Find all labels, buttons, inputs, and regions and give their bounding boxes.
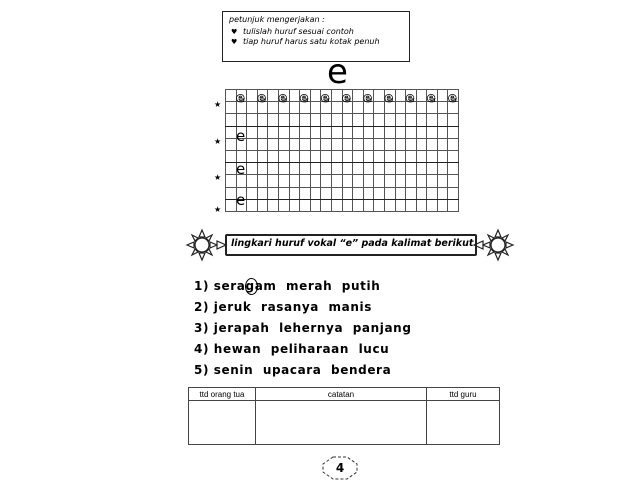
tracing-letter: e [448,91,457,106]
grid-cell[interactable] [321,150,332,162]
grid-cell[interactable] [353,114,364,126]
grid-cell[interactable] [353,90,364,102]
heart-bullet-icon: ♥ [231,27,238,36]
grid-cell[interactable] [427,150,438,162]
grid-cell[interactable] [300,150,311,162]
grid-cell[interactable] [342,187,353,199]
grid-cell[interactable] [342,199,353,211]
grid-cell[interactable] [416,163,427,175]
grid-cell[interactable] [321,126,332,138]
grid-cell[interactable] [437,138,448,150]
grid-cell[interactable] [416,199,427,211]
grid-cell[interactable] [406,138,417,150]
grid-cell[interactable] [342,126,353,138]
grid-cell[interactable] [374,138,385,150]
grid-cell[interactable] [353,138,364,150]
grid-cell[interactable] [331,138,342,150]
grid-cell[interactable] [437,163,448,175]
instruction-text: tiap huruf harus satu kotak penuh [243,37,380,46]
grid-cell[interactable] [300,114,311,126]
grid-cell[interactable] [257,163,268,175]
heart-bullet-icon: ♥ [231,38,238,46]
grid-cell[interactable] [437,150,448,162]
grid-cell[interactable] [321,138,332,150]
grid-cell[interactable] [374,163,385,175]
grid-cell[interactable] [310,138,321,150]
sentence-2[interactable]: 2) jeruk rasanya manis [194,300,372,314]
example-letter: e [327,52,348,92]
circled-vowel-mark [245,278,258,295]
grid-cell[interactable] [321,114,332,126]
grid-cell[interactable] [384,199,395,211]
grid-cell[interactable] [331,90,342,102]
header-teacher-signature: ttd guru [427,388,500,401]
grid-cell[interactable] [236,114,247,126]
grid-cell[interactable] [374,102,385,114]
grid-cell[interactable] [395,175,406,187]
grid-cell[interactable] [353,187,364,199]
grid-cell[interactable] [448,187,459,199]
sentence-4[interactable]: 4) hewan peliharaan lucu [194,342,390,356]
grid-cell[interactable] [342,138,353,150]
grid-cell[interactable] [374,187,385,199]
grid-cell[interactable] [268,126,279,138]
grid-cell[interactable] [310,102,321,114]
grid-cell[interactable] [406,199,417,211]
grid-cell[interactable] [257,187,268,199]
grid-cell[interactable] [289,102,300,114]
grid-cell[interactable] [300,163,311,175]
example-grid-letter: e [236,159,246,178]
grid-table[interactable] [225,89,459,212]
example-grid-letter: e [236,191,246,210]
grid-cell[interactable] [363,114,374,126]
grid-cell[interactable] [353,175,364,187]
grid-cell[interactable] [427,138,438,150]
grid-cell[interactable] [427,199,438,211]
tracing-letter: e [236,91,245,106]
grid-cell[interactable] [247,138,258,150]
sentence-list [194,276,412,381]
grid-cell[interactable] [247,187,258,199]
grid-cell[interactable] [448,150,459,162]
grid-cell[interactable] [416,102,427,114]
grid-cell[interactable] [437,90,448,102]
signature-header-row [189,388,500,401]
grid-cell[interactable] [374,150,385,162]
tracing-letter: e [299,91,309,106]
grid-cell[interactable] [416,150,427,162]
grid-cell[interactable] [406,150,417,162]
grid-cell[interactable] [300,187,311,199]
grid-cell[interactable] [416,187,427,199]
grid-cell[interactable] [353,163,364,175]
grid-cell[interactable] [289,90,300,102]
grid-cell[interactable] [416,175,427,187]
grid-cell[interactable] [395,138,406,150]
grid-cell[interactable] [289,126,300,138]
sentence-3[interactable]: 3) jerapah lehernya panjang [194,321,412,335]
grid-cell[interactable] [268,163,279,175]
grid-cell[interactable] [268,114,279,126]
grid-cell[interactable] [247,199,258,211]
task-banner [180,228,520,262]
star-marker-icon: ★ [214,136,222,146]
grid-cell[interactable] [226,150,237,162]
grid-row [226,126,459,138]
grid-cell[interactable] [257,150,268,162]
grid-cell[interactable] [437,199,448,211]
grid-cell[interactable] [247,175,258,187]
grid-cell[interactable] [226,90,237,102]
grid-cell[interactable] [342,163,353,175]
grid-cell[interactable] [289,175,300,187]
grid-cell[interactable] [353,102,364,114]
tracing-letter: e [320,91,330,106]
grid-cell[interactable] [247,90,258,102]
instruction-box [222,11,410,62]
grid-cell[interactable] [363,138,374,150]
grid-cell[interactable] [289,150,300,162]
grid-cell[interactable] [331,199,342,211]
parent-signature-cell[interactable] [189,401,256,445]
grid-cell[interactable] [289,138,300,150]
grid-cell[interactable] [384,138,395,150]
grid-cell[interactable] [384,114,395,126]
grid-cell[interactable] [331,114,342,126]
grid-cell[interactable] [278,175,289,187]
grid-cell[interactable] [310,150,321,162]
sentence-5[interactable]: 5) senin upacara bendera [194,363,392,377]
grid-cell[interactable] [247,150,258,162]
grid-cell[interactable] [448,138,459,150]
grid-cell[interactable] [384,126,395,138]
signature-table [188,387,500,445]
grid-cell[interactable] [300,126,311,138]
grid-cell[interactable] [268,199,279,211]
grid-cell[interactable] [363,187,374,199]
grid-cell[interactable] [437,102,448,114]
grid-cell[interactable] [300,199,311,211]
grid-cell[interactable] [310,199,321,211]
instruction-item [229,37,403,48]
grid-cell[interactable] [448,163,459,175]
signature-body-row [189,401,500,445]
grid-cell[interactable] [384,175,395,187]
grid-cell[interactable] [310,90,321,102]
grid-cell[interactable] [416,114,427,126]
instruction-text: tulislah huruf sesuai contoh [243,26,354,36]
grid-cell[interactable] [278,150,289,162]
grid-cell[interactable] [268,175,279,187]
grid-cell[interactable] [310,175,321,187]
grid-cell[interactable] [395,163,406,175]
tracing-letter: e [405,91,415,106]
grid-cell[interactable] [226,187,237,199]
grid-cell[interactable] [395,90,406,102]
grid-cell[interactable] [374,90,385,102]
grid-cell[interactable] [289,163,300,175]
grid-cell[interactable] [353,199,364,211]
grid-cell[interactable] [331,126,342,138]
grid-cell[interactable] [395,114,406,126]
grid-cell[interactable] [278,138,289,150]
grid-cell[interactable] [427,126,438,138]
grid-cell[interactable] [406,163,417,175]
grid-cell[interactable] [427,163,438,175]
tracing-letter: e [426,91,436,106]
tracing-letter: e [278,91,288,106]
grid-cell[interactable] [395,102,406,114]
grid-cell[interactable] [331,102,342,114]
grid-cell[interactable] [226,114,237,126]
grid-cell[interactable] [448,126,459,138]
instruction-list [229,27,403,48]
tracing-letter: e [257,91,267,106]
grid-row [226,150,459,162]
grid-cell[interactable] [289,114,300,126]
grid-cell[interactable] [427,175,438,187]
writing-grid [225,89,459,212]
grid-cell[interactable] [257,199,268,211]
example-grid-letter: e [236,126,246,145]
grid-cell[interactable] [384,150,395,162]
grid-cell[interactable] [247,126,258,138]
grid-cell[interactable] [437,187,448,199]
grid-row [226,199,459,211]
grid-cell[interactable] [406,126,417,138]
grid-cell[interactable] [437,126,448,138]
grid-cell[interactable] [321,187,332,199]
grid-cell[interactable] [342,175,353,187]
star-marker-icon: ★ [214,204,222,214]
grid-cell[interactable] [395,126,406,138]
grid-cell[interactable] [226,138,237,150]
grid-cell[interactable] [374,199,385,211]
grid-cell[interactable] [257,126,268,138]
grid-cell[interactable] [268,90,279,102]
grid-cell[interactable] [437,175,448,187]
grid-cell[interactable] [363,150,374,162]
grid-cell[interactable] [416,138,427,150]
grid-cell[interactable] [353,150,364,162]
grid-cell[interactable] [331,150,342,162]
grid-cell[interactable] [374,114,385,126]
grid-cell[interactable] [268,187,279,199]
grid-cell[interactable] [406,175,417,187]
grid-cell[interactable] [278,114,289,126]
instruction-item [229,27,403,38]
teacher-signature-cell[interactable] [427,401,500,445]
grid-cell[interactable] [247,114,258,126]
grid-cell[interactable] [268,138,279,150]
grid-cell[interactable] [374,175,385,187]
header-notes: catatan [256,388,427,401]
grid-cell[interactable] [406,114,417,126]
grid-cell[interactable] [300,138,311,150]
grid-cell[interactable] [342,114,353,126]
grid-cell[interactable] [226,102,237,114]
tracing-letter: e [363,91,373,106]
grid-cell[interactable] [300,175,311,187]
banner-text: lingkari huruf vokal “e” pada kalimat berikut [231,238,474,249]
grid-row [226,187,459,199]
grid-cell[interactable] [427,114,438,126]
grid-cell[interactable] [278,163,289,175]
grid-cell[interactable] [448,175,459,187]
grid-cell[interactable] [384,187,395,199]
page-number: 4 [335,461,345,475]
sentence-1[interactable]: 1) seragam merah putih [194,279,381,293]
grid-cell[interactable] [257,138,268,150]
grid-cell[interactable] [268,102,279,114]
grid-cell[interactable] [363,199,374,211]
header-parent-signature: ttd orang tua [189,388,256,401]
notes-cell[interactable] [256,401,427,445]
grid-cell[interactable] [278,126,289,138]
grid-cell[interactable] [416,126,427,138]
grid-cell[interactable] [342,150,353,162]
grid-cell[interactable] [448,114,459,126]
grid-cell[interactable] [395,199,406,211]
grid-cell[interactable] [321,163,332,175]
grid-cell[interactable] [406,187,417,199]
grid-cell[interactable] [310,163,321,175]
grid-cell[interactable] [278,199,289,211]
grid-cell[interactable] [384,163,395,175]
grid-cell[interactable] [257,114,268,126]
grid-cell[interactable] [321,199,332,211]
star-marker-icon: ★ [214,173,222,183]
grid-cell[interactable] [226,199,237,211]
grid-cell[interactable] [268,150,279,162]
grid-cell[interactable] [321,175,332,187]
grid-cell[interactable] [395,187,406,199]
grid-cell[interactable] [448,199,459,211]
grid-cell[interactable] [331,187,342,199]
grid-cell[interactable] [226,163,237,175]
grid-row [226,138,459,150]
grid-cell[interactable] [374,126,385,138]
grid-cell[interactable] [289,187,300,199]
grid-cell[interactable] [331,163,342,175]
grid-row [226,163,459,175]
tracing-letter: e [342,91,351,106]
grid-cell[interactable] [363,175,374,187]
grid-row [226,114,459,126]
grid-cell[interactable] [247,163,258,175]
grid-cell[interactable] [363,163,374,175]
grid-row [226,175,459,187]
grid-cell[interactable] [416,90,427,102]
grid-cell[interactable] [289,199,300,211]
star-marker-icon: ★ [214,100,222,109]
grid-cell[interactable] [437,114,448,126]
grid-cell[interactable] [310,126,321,138]
grid-cell[interactable] [353,126,364,138]
grid-cell[interactable] [226,175,237,187]
grid-cell[interactable] [278,187,289,199]
grid-cell[interactable] [331,175,342,187]
grid-cell[interactable] [226,126,237,138]
grid-cell[interactable] [395,150,406,162]
instruction-title: petunjuk mengerjakan : [229,15,325,24]
page-number-badge [322,456,358,480]
grid-cell[interactable] [310,187,321,199]
tracing-letter: e [384,91,394,106]
grid-cell[interactable] [427,187,438,199]
grid-cell[interactable] [310,114,321,126]
grid-cell[interactable] [257,175,268,187]
grid-cell[interactable] [247,102,258,114]
grid-cell[interactable] [363,126,374,138]
